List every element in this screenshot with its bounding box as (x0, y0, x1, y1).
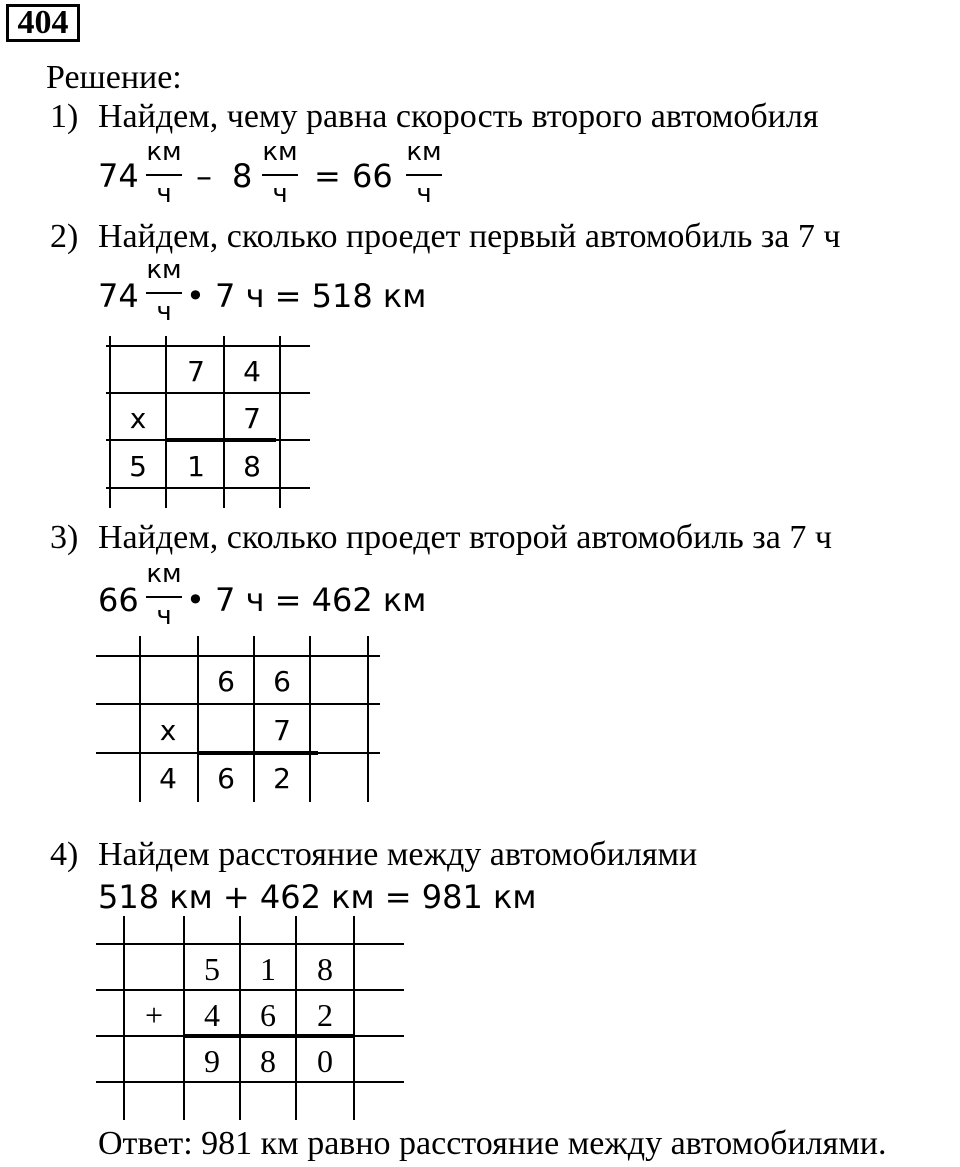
grid-digit: 7 (243, 402, 261, 435)
grid-digit: 6 (260, 997, 276, 1033)
step-1-text: Найдем, чему равна скорость второго автомобиля (98, 98, 819, 135)
unit-numerator: км (146, 559, 182, 589)
step-2-number: 2) (50, 218, 79, 255)
step-2-expression (98, 256, 498, 338)
value-74: 74 (98, 277, 139, 315)
grid-digit: 2 (273, 762, 291, 795)
multiplication-grid-2 (96, 636, 386, 806)
grid-digit: 8 (260, 1043, 276, 1079)
grid-digit: 2 (317, 997, 333, 1033)
step-3-text: Найдем, сколько проедет второй автомобиль за 7 ч (98, 519, 832, 556)
grid-digit: 0 (317, 1043, 333, 1079)
multiplication-rest: • 7 ч = 518 км (186, 277, 427, 315)
grid-digit: 6 (273, 665, 291, 698)
multiply-operator: x (129, 402, 147, 435)
multiplication-rest: • 7 ч = 462 км (186, 581, 427, 619)
multiplication-grid-1 (96, 336, 316, 520)
step-4-text: Найдем расстояние между автомобилями (98, 836, 698, 873)
step-1-number: 1) (50, 98, 79, 135)
value-8: 8 (232, 157, 253, 195)
step-1-expression (98, 138, 458, 220)
step-3-expression (98, 558, 498, 640)
step-4-number: 4) (50, 836, 79, 873)
fraction-bar (146, 596, 182, 598)
task-number-badge: 404 (6, 4, 80, 42)
grid-digit: 6 (217, 665, 235, 698)
value-66: 66 (352, 157, 393, 195)
grid-digit: 8 (317, 951, 333, 987)
grid-digit: 5 (204, 951, 220, 987)
grid-digit: 5 (129, 450, 147, 483)
grid-digit: 4 (159, 762, 177, 795)
value-66: 66 (98, 581, 139, 619)
plus-operator: + (144, 997, 164, 1033)
unit-denominator: ч (272, 179, 288, 209)
unit-numerator: км (146, 137, 182, 167)
minus-sign: – (196, 157, 212, 195)
unit-denominator: ч (156, 601, 172, 631)
fraction-bar (146, 174, 182, 176)
grid-digit: 4 (204, 997, 220, 1033)
grid-digit: 7 (187, 355, 205, 388)
grid-digit: 1 (260, 951, 276, 987)
solution-heading: Решение: (46, 59, 182, 96)
value-74: 74 (98, 157, 139, 195)
unit-denominator: ч (156, 297, 172, 327)
unit-denominator: ч (156, 179, 172, 209)
step-4-expression: 518 км + 462 км = 981 км (98, 878, 537, 916)
grid-digit: 1 (187, 450, 205, 483)
step-2-text: Найдем, сколько проедет первый автомобиль за 7 ч (98, 218, 841, 255)
grid-digit: 7 (273, 714, 291, 747)
unit-numerator: км (406, 137, 442, 167)
unit-numerator: км (146, 255, 182, 285)
equals-sign: = (314, 157, 341, 195)
fraction-bar (262, 174, 298, 176)
fraction-bar (146, 292, 182, 294)
unit-numerator: км (262, 137, 298, 167)
answer-text: Ответ: 981 км равно расстояние между автомобилями. (98, 1125, 887, 1162)
addition-grid (96, 916, 416, 1122)
unit-denominator: ч (416, 179, 432, 209)
grid-digit: 4 (243, 355, 261, 388)
multiply-operator: x (159, 714, 177, 747)
grid-digit: 8 (243, 450, 261, 483)
grid-digit: 9 (204, 1043, 220, 1079)
fraction-bar (406, 174, 442, 176)
step-3-number: 3) (50, 519, 79, 556)
grid-digit: 6 (217, 762, 235, 795)
